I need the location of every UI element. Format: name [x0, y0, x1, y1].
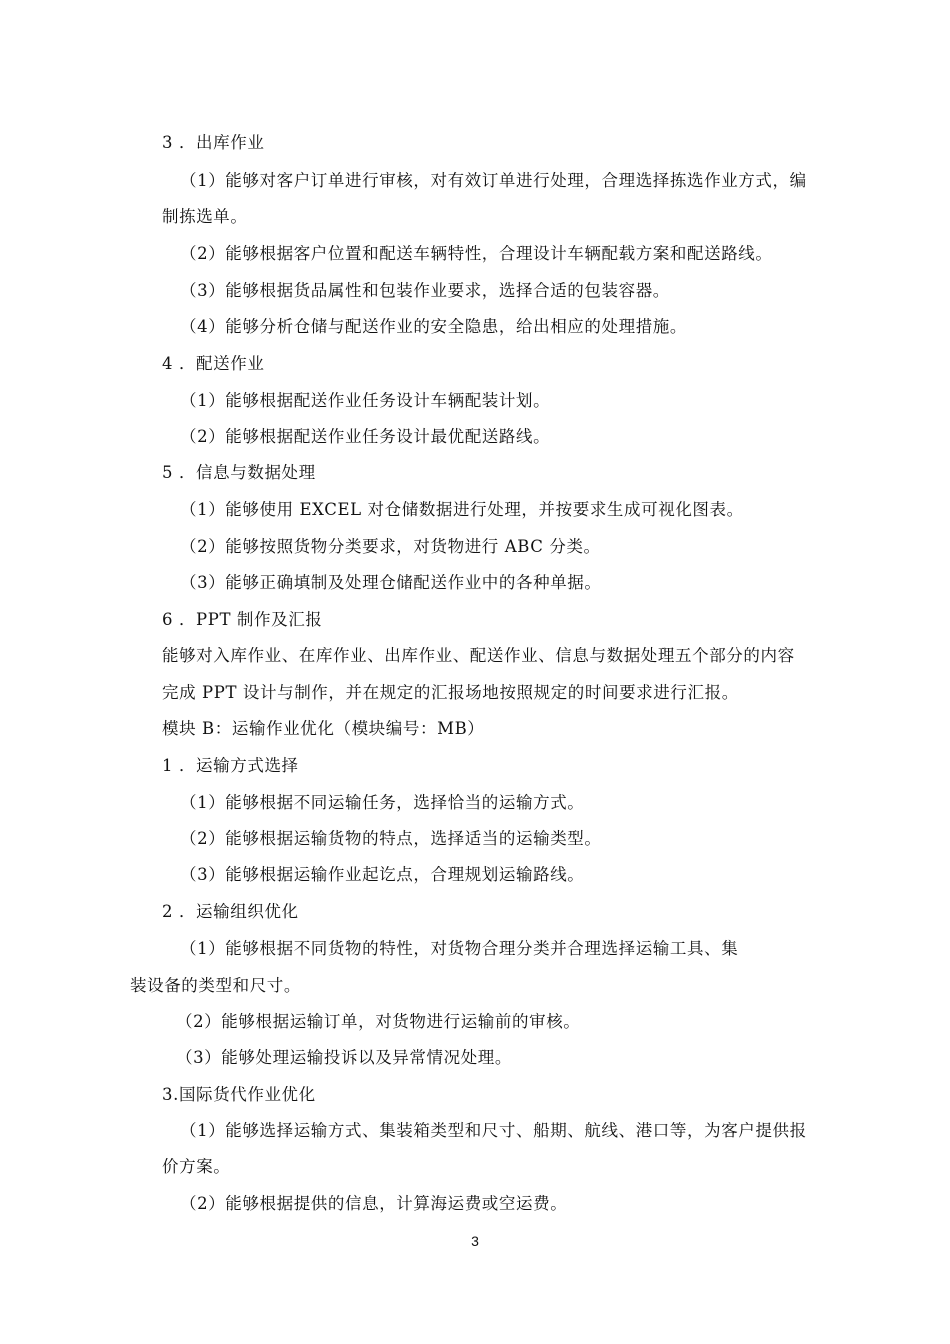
paragraph-line: （3）能够根据货品属性和包装作业要求，选择合适的包装容器。 [180, 281, 670, 300]
paragraph-line: （1）能够选择运输方式、集装箱类型和尺寸、船期、航线、港口等，为客户提供报 [180, 1121, 807, 1140]
paragraph-line: （2）能够根据提供的信息，计算海运费或空运费。 [180, 1194, 568, 1213]
paragraph-line: （1）能够根据配送作业任务设计车辆配装计划。 [180, 391, 551, 410]
paragraph-line: 完成 PPT 设计与制作，并在规定的汇报场地按照规定的时间要求进行汇报。 [162, 683, 739, 702]
page-number: 3 [471, 1233, 479, 1249]
heading-ppt-report: 6 ．PPT 制作及汇报 [162, 610, 323, 629]
paragraph-line: （2）能够根据客户位置和配送车辆特性，合理设计车辆配载方案和配送路线。 [180, 244, 773, 263]
paragraph-line: （3）能够正确填制及处理仓储配送作业中的各种单据。 [180, 573, 602, 592]
paragraph-line: （1）能够根据不同运输任务，选择恰当的运输方式。 [180, 793, 585, 812]
heading-transport-organization: 2 ．运输组织优化 [162, 902, 299, 921]
heading-international-forwarding: 3.国际货代作业优化 [162, 1085, 316, 1104]
paragraph-line: 装设备的类型和尺寸。 [130, 976, 301, 995]
paragraph-line: （2）能够根据运输货物的特点，选择适当的运输类型。 [180, 829, 602, 848]
paragraph-line: （1）能够对客户订单进行审核，对有效订单进行处理，合理选择拣选作业方式，编 [180, 171, 807, 190]
paragraph-line: 能够对入库作业、在库作业、出库作业、配送作业、信息与数据处理五个部分的内容 [162, 646, 795, 665]
paragraph-line: （4）能够分析仓储与配送作业的安全隐患，给出相应的处理措施。 [180, 317, 687, 336]
paragraph-line: （2）能够按照货物分类要求，对货物进行 ABC 分类。 [180, 537, 601, 556]
heading-delivery-operations: 4 ．配送作业 [162, 354, 265, 373]
paragraph-line: （3）能够根据运输作业起讫点，合理规划运输路线。 [180, 865, 585, 884]
paragraph-line: 价方案。 [162, 1157, 231, 1176]
paragraph-line: 制拣选单。 [162, 207, 248, 226]
paragraph-line: （3）能够处理运输投诉以及异常情况处理。 [176, 1048, 512, 1067]
paragraph-line: （2）能够根据运输订单，对货物进行运输前的审核。 [176, 1012, 581, 1031]
heading-info-data-processing: 5 ．信息与数据处理 [162, 463, 316, 482]
paragraph-line: （1）能够使用 EXCEL 对仓储数据进行处理，并按要求生成可视化图表。 [180, 500, 744, 519]
heading-outbound-operations: 3 ．出库作业 [162, 133, 265, 152]
heading-module-b: 模块 B：运输作业优化（模块编号：MB） [162, 719, 485, 738]
paragraph-line: （2）能够根据配送作业任务设计最优配送路线。 [180, 427, 551, 446]
heading-transport-mode-selection: 1 ．运输方式选择 [162, 756, 299, 775]
paragraph-line: （1）能够根据不同货物的特性，对货物合理分类并合理选择运输工具、集 [180, 939, 739, 958]
